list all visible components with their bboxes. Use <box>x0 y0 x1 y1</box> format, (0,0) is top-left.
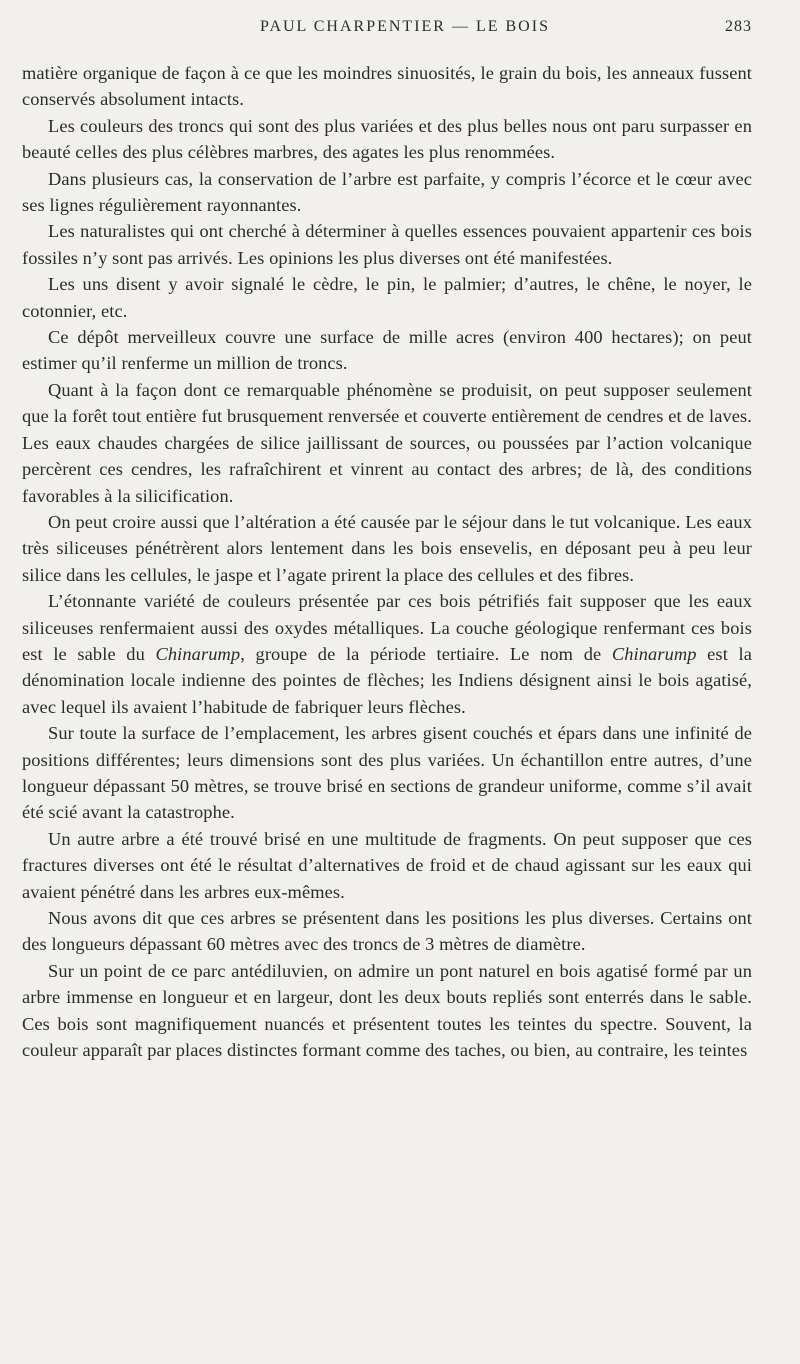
paragraph-text: , groupe de la période tertiaire. Le nom de <box>240 643 612 664</box>
italic-term: Chinarump <box>611 643 697 664</box>
paragraph: On peut croire aussi que l’altération a été causée par le séjour dans le tut volcanique. Les eaux très siliceuses pénétrèrent alors lentement dans les bois ensevelis, en déposant peu à peu leur silice dans les cellules, le jaspe et l’agate prirent la place des cellules et des fibres. <box>22 511 752 585</box>
paragraph: Les naturalistes qui ont cherché à déterminer à quelles essences pouvaient appartenir ces bois fossiles n’y sont pas arrivés. Les opinions les plus diverses ont été manifestées. <box>22 221 752 268</box>
paragraph: Les uns disent y avoir signalé le cèdre, le pin, le palmier; d’autres, le chêne, le noyer, le cotonnier, etc. <box>22 274 752 321</box>
paragraph: Les couleurs des troncs qui sont des plus variées et des plus belles nous ont paru surpasser en beauté celles des plus célèbres marbres, des agates les plus renommées. <box>22 115 752 163</box>
paragraph: Sur toute la surface de l’emplacement, les arbres gisent couchés et épars dans une infinité de positions différentes; leurs dimensions sont des plus variées. Un échantillon entre autres, d’une longueur dépassant 50 mètres, se trouve brisé en sections de grandeur uniforme, comme s’il avait été scié avant la catastrophe. <box>22 723 752 823</box>
paragraph-text: L’étonnante variété de couleurs présentée par ces bois pétrifiés fait supposer que les eaux siliceuses renfermaient aussi des oxydes métalliques. La couche géologique renfermant ces bois est le sable du <box>22 591 752 664</box>
paragraph-text: est la dénomination locale indienne des pointes de flèches; les Indiens désignent ainsi le bois agatisé, avec lequel ils avaient l’habitude de fabriquer leurs flèches. <box>22 643 752 717</box>
paragraph: Sur un point de ce parc antédiluvien, on admire un pont naturel en bois agatisé formé par un arbre immense en longueur et en largeur, dont les deux bouts repliés sont enterrés dans le sable. Ces bois sont magnifiquement nuancés et présentent toutes les teintes du spectre. Souvent, la couleur apparaît par places distinctes formant comme des taches, ou bien, au contraire, les teintes <box>22 960 752 1061</box>
paragraph: matière organique de façon à ce que les moindres sinuosités, le grain du bois, les anneaux fussent conservés absolument intacts. <box>22 63 752 110</box>
paragraph <box>22 588 752 720</box>
running-title: PAUL CHARPENTIER — LE BOIS <box>260 18 550 35</box>
paragraph: Dans plusieurs cas, la conservation de l’arbre est parfaite, y compris l’écorce et le cœur avec ses lignes régulièrement rayonnantes. <box>22 168 752 216</box>
italic-term: Chinarump <box>155 643 241 664</box>
body-text <box>22 60 752 1063</box>
page-number: 283 <box>725 18 752 35</box>
paragraph: Quant à la façon dont ce remarquable phénomène se produisit, on peut supposer seulement que la forêt tout entière fut brusquement renversée et couverte entièrement de cendres et de laves. Les eaux chaudes chargées de silice jaillissant de sources, ou poussées par l’action volcanique percèrent ces cendres, les rafraîchirent et vinrent au contact des arbres; de là, des conditions favorables à la silicification. <box>22 379 752 506</box>
paragraph: Un autre arbre a été trouvé brisé en une multitude de fragments. On peut supposer que ces fractures diverses ont été le résultat d’alternatives de froid et de chaud agissant sur les eaux qui avaient pénétré dans les arbres eux-mêmes. <box>22 828 752 902</box>
paragraph: Ce dépôt merveilleux couvre une surface de mille acres (environ 400 hectares); on peut estimer qu’il renferme un million de troncs. <box>22 327 752 374</box>
paragraph: Nous avons dit que ces arbres se présentent dans les positions les plus diverses. Certains ont des longueurs dépassant 60 mètres avec des troncs de 3 mètres de diamètre. <box>22 908 752 955</box>
running-header <box>22 18 752 50</box>
